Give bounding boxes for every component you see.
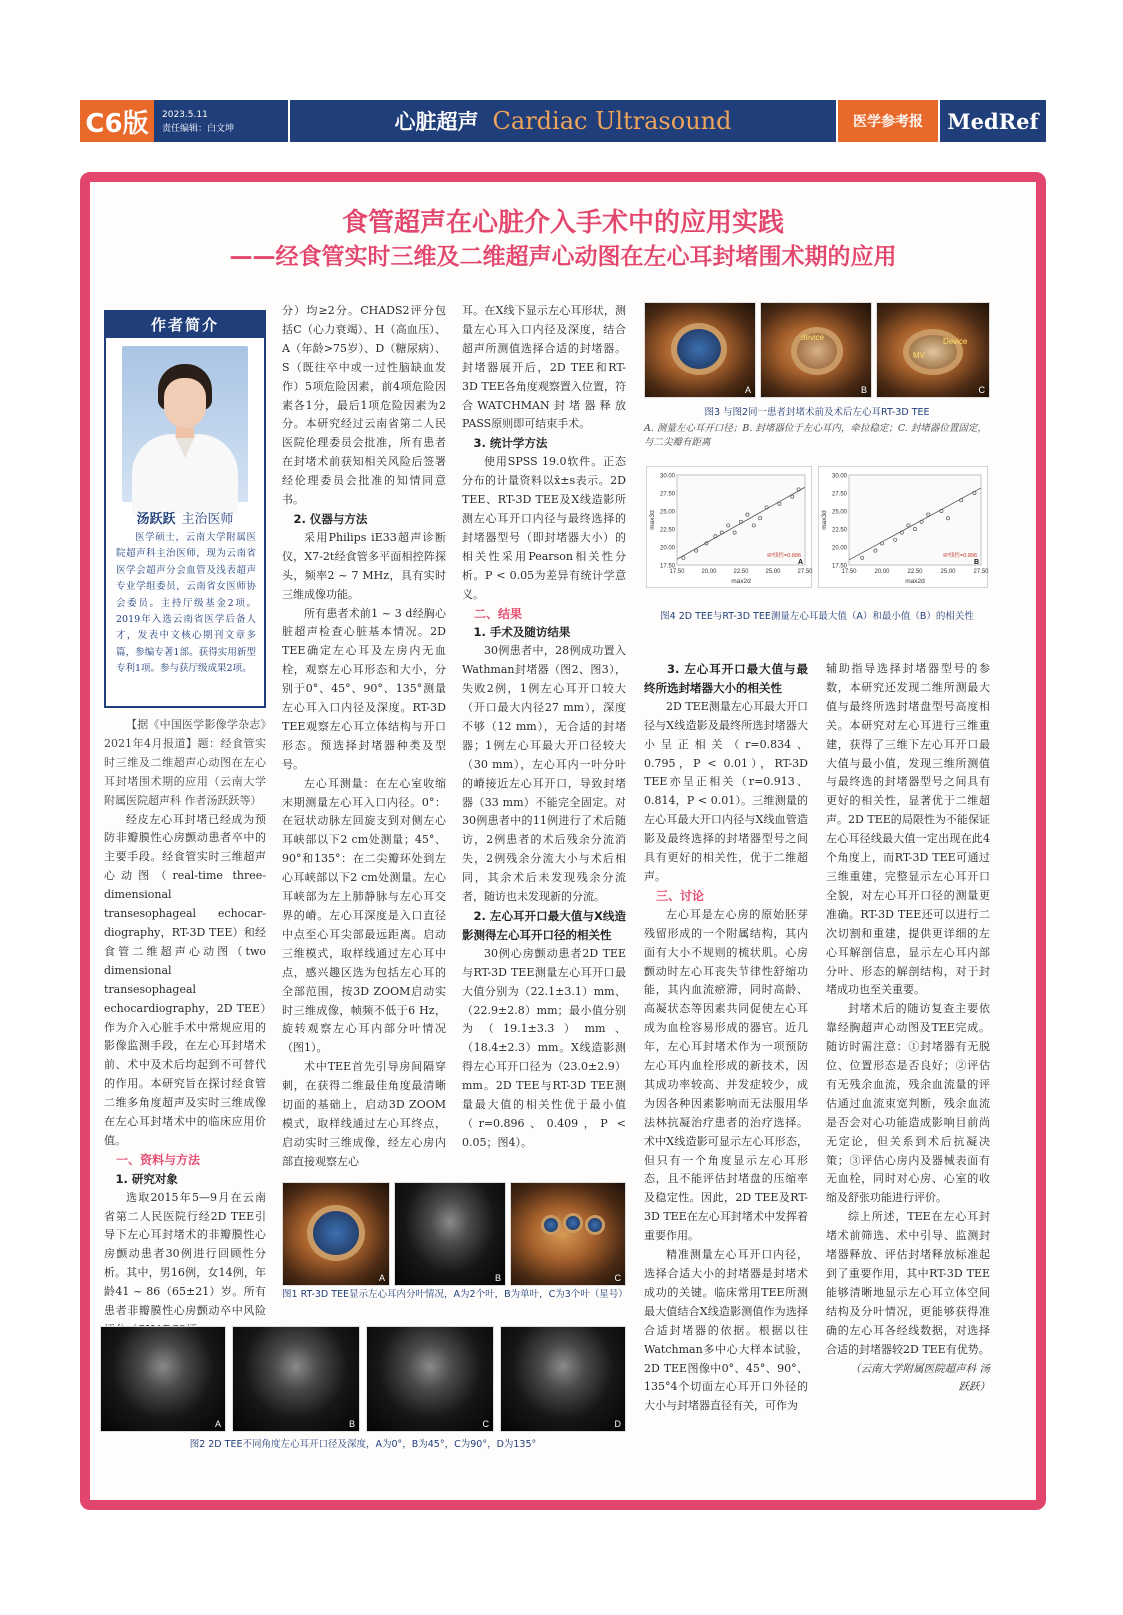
plot-area [849, 475, 981, 565]
y-axis-label: max3d [821, 510, 828, 530]
section-title-en: Cardiac Ultrasound [492, 107, 732, 135]
figure3-mv-annotation: MV [913, 351, 925, 360]
figure3-panel-a: A [644, 302, 756, 398]
column-5 [826, 660, 990, 1397]
column-2 [282, 302, 446, 1172]
y-axis-label: max3d [649, 510, 656, 530]
figure3-device-annotation: Device [943, 337, 968, 346]
x-axis-label: max2d [731, 578, 751, 585]
paragraph: 经皮左心耳封堵已经成为预防非瓣膜性心房颤动患者卒中的主要手段。经食管实时三维超声心动图（real-time three-dimensional transesophageal echocar- diography，RT-3D TEE）和经食管二维超声心动图（two dimensional transesophageal echocardiography，2D TEE）作为介入心脏手术中常规应用的影像监测手段，在左心耳封堵术前、术中及术后均起到不可替代的作用。本研究旨在探讨经食管二维多角度超声及实时三维成像在左心耳封堵术中的临床应用价值。 [104, 812, 266, 1147]
paragraph: 2D TEE测量左心耳最大开口径与X线造影及最终所选封堵器大小呈正相关（r=0.834、0.795，P < 0.01），RT-3D TEE亦呈正相关（r=0.913、0.814，P < 0.01）。三维测量的左心耳最大开口内径与X线血管造影及最终选择的封堵器型号之间具有更好的相关性，优于二维超声。 [644, 699, 808, 883]
section-heading: 一、资料与方法 [116, 1152, 201, 1167]
subsection-heading: 1. 研究对象 [115, 1171, 178, 1186]
y-tick-label: 20.00 [831, 545, 847, 552]
x-axis-label: max2d [905, 578, 925, 585]
author-box [104, 310, 266, 708]
figure3-panel-b: device B [760, 302, 872, 398]
paragraph: 30例患者中，28例成功置入Wathman封堵器（图2、图3），失败2例，1例左心耳开口较大（开口最大内径27 mm），深度不够（12 mm），无合适的封堵器；1例左心耳最大开口径较大（30 mm），左心耳内一叶分叶的嵴接近左心耳开口，导致封堵器（33 mm）不能完全固定。对30例患者中的11例进行了术后随访，2例患者的术后残余分流消失，2例残余分流大小与术后相同，其余术后未发现残余分流者，随访也未发现新的分流。 [462, 644, 626, 904]
masthead [80, 100, 1046, 142]
author-photo [122, 346, 248, 502]
issue-date: 2023.5.11 [162, 110, 208, 120]
x-tick-label: 22.50 [907, 569, 923, 575]
x-tick-label: 27.50 [797, 569, 813, 575]
report-lead: 【据《中国医学影像学杂志》2021年4月报道】题：经食管实时三维及二维超声心动图在左心耳封堵围术期的应用（云南大学附属医院超声科 作者汤跃跃等） [104, 718, 266, 807]
figure3-note: A. 测量左心耳开口径；B. 封堵器位于左心耳内，牵拉稳定；C. 封堵器位置固定，与二尖瓣有距离 [644, 423, 987, 448]
edition-label: C6版 [80, 100, 154, 142]
publication-name: 医学参考报 [836, 100, 938, 142]
figure4-chart-a [646, 466, 812, 588]
r-squared-label: R²线性=0.896 [943, 553, 977, 559]
subsection-heading: 3. 统计学方法 [473, 436, 548, 451]
figure2-panel-a: A [100, 1326, 226, 1432]
section-title [290, 100, 836, 142]
article-headline [100, 206, 1026, 274]
subsection-heading: 1. 手术及随访结果 [473, 625, 571, 640]
paragraph: 左心耳测量：在左心室收缩末期测量左心耳入口内径。0°：在冠状动脉左回旋支到对侧左心耳峡部以下2 cm处测量；45°、90°和135°：在二尖瓣环处到左心耳峡部以下2 cm处测量。左心耳峡部为左上肺静脉与左心耳交界的嵴。左心耳深度是入口直径中点至心耳尖部最远距离。启动三维模式，取样线通过左心耳中点，感兴趣区选为包括左心耳的全部范围，按3D ZOOM启动实时三维成像，帧频不低于6 Hz，旋转观察左心耳内部分叶情况（图1）。 [282, 776, 446, 1055]
y-tick-label: 27.50 [659, 491, 675, 498]
column-3 [462, 302, 626, 1153]
figure4-caption: 图4 2D TEE与RT-3D TEE测量左心耳最大值（A）和最小值（B）的相关性 [660, 611, 974, 622]
paragraph: 综上所述，TEE在左心耳封堵术前筛选、术中引导、监测封堵器释放、评估封堵释放标准起到了重要作用，其中RT-3D TEE能够清晰地显示左心耳立体空间结构及分叶情况，更能够获得准确的左心耳各经线数据，对选择合适的封堵器较2D TEE有优势。 [826, 1210, 990, 1356]
figure1-caption: 图1 RT-3D TEE显示左心耳内分叶情况，A为2个叶，B为单叶，C为3个叶（星号） [282, 1289, 628, 1300]
author-name-line [106, 508, 264, 527]
article-signature: （云南大学附属医院超声科 汤跃跃） [850, 1362, 990, 1394]
paragraph: 分）均≥2分。CHADS2评分包括C（心力衰竭）、H（高血压）、A（年龄>75岁）、D（糖尿病）、S（既往卒中或一过性脑缺血发作）5项危险因素，前4项危险因素各1分，最后1项危险因素为2分。本研究经过云南省第二人民医院伦理委员会批准，所有患者在封堵术前获知相关风险后签署经伦理委员会批准的知情同意书。 [282, 304, 446, 507]
panel-label: B [973, 559, 979, 566]
paragraph: 左心耳是左心房的原始胚芽残留形成的一个附属结构，其内面有大小不规则的梳状肌。心房颤动时左心耳丧失节律性舒缩功能，其内血流瘀滞，同时高龄、高凝状态等因素共同促使左心耳成为血栓容易形成的器官。近几年，左心耳封堵术作为一项预防左心耳内血栓形成的新技术，因其成功率较高、并发症较少，成为因各种因素影响而无法服用华法林抗凝治疗患者的治疗选择。术中X线造影可显示左心耳形态，但只有一个角度显示左心耳形态，且不能评估封堵盘的压缩率及稳定性。因此，2D TEE及RT-3D TEE在左心耳封堵术中发挥着重要作用。 [644, 907, 808, 1243]
figure3-device-annotation: device [801, 333, 825, 342]
y-tick-label: 20.00 [659, 545, 675, 552]
paragraph: 30例心房颤动患者2D TEE与RT-3D TEE测量左心耳开口最大值分别为（22.1±3.1）mm、（22.9±2.8）mm；最小值分别为（19.1±3.3）mm、（18.4±2.3）mm。X线造影测得左心耳开口径为（23.0±2.9）mm。2D TEE与RT-3D TEE测量最大值的相关性优于最小值（r=0.896、0.409，P < 0.05；图4）。 [462, 946, 626, 1149]
brand-logo: MedRef [938, 100, 1046, 142]
author-bio: 医学硕士，云南大学附属医院超声科主治医师，现为云南省医学会超声分会血管及浅表超声专业学组委员，云南省女医师协会委员。主持厅级基金2项。2019年入选云南省医学后备人才，发表中文核心期刊文章多篇，参编专著1部。获得实用新型专利1项。参与获厅级成果2项。 [116, 532, 256, 675]
scatter-plot-a [647, 467, 811, 587]
x-tick-label: 20.00 [874, 569, 890, 575]
paragraph: 封堵术后的随访复查主要依靠经胸超声心动图及TEE完成。随访时需注意：①封堵器有无脱位、位置形态是否良好；②评估有无残余血流，残余血流量的评估通过血流束宽判断，残余血流是否会对心功能造成影响目前尚无定论，但关系到术后抗凝决策；③评估心房内及器械表面有无血栓，同时对心房、心室的收缩及舒张功能进行评价。 [826, 1002, 990, 1205]
article-title: 食管超声在心脏介入手术中的应用实践 [341, 208, 784, 238]
paragraph: 术中TEE首先引导房间隔穿刺，在获得二维最佳角度最清晰切面的基础上，启动3D ZOOM模式，取样线通过左心耳终点，启动实时三维成像，经左心房内部直接观察左心 [282, 1060, 446, 1168]
figure1-panel-a: A [282, 1182, 390, 1286]
paragraph: 辅助指导选择封堵器型号的参数，本研究还发现二维所测最大值与最终所选封堵盘型号高度相关。本研究对左心耳进行三维重建，获得了三维下左心耳开口最大值与最小值，发现三维所测值与最终选的封堵器型号之间具有更好的相关性，显著优于二维超声。2D TEE的局限性为不能保证左心耳径线最大值一定出现在此4个角度上，而RT-3D TEE可通过三维重建，完整显示左心耳开口全貌，对左心耳开口径的测量更准确。RT-3D TEE还可以进行二次切割和重建，提供更详细的左心耳解剖信息，显示左心耳内部分叶、形态的解剖结构，对于封堵成功也至关重要。 [826, 662, 990, 997]
paragraph: 耳。在X线下显示左心耳形状，测量左心耳入口内径及深度，结合超声所测值选择合适的封堵器。封堵器展开后，2D TEE和RT-3D TEE各角度观察置入位置，符合WATCHMAN封堵器释放PASS原则即可结束手术。 [462, 304, 626, 431]
paragraph: 使用SPSS 19.0软件。正态分布的计量资料以x̄±s表示。2D TEE、RT-3D TEE及X线造影所测左心耳开口内径与最终选择的封堵器型号（即封堵器大小）的相关性采用Pearson相关性分析。P < 0.05为差异有统计学意义。 [462, 455, 626, 601]
section-heading: 二、结果 [474, 606, 523, 621]
y-tick-label: 17.50 [659, 563, 675, 570]
x-tick-label: 17.50 [669, 569, 685, 575]
subsection-heading: 2. 左心耳开口最大值与X线造影测得左心耳开口径的相关性 [462, 909, 626, 942]
figure1-panel-b: B [394, 1182, 506, 1286]
figure2-panel-b: B [232, 1326, 360, 1432]
paragraph: 精准测量左心耳开口内径，选择合适大小的封堵器是封堵术成功的关键。临床常用TEE所测最大值结合X线造影测值作为选择合适封堵器的依据。根据以往Watchman多中心大样本试验，2D TEE图像中0°、45°、90°、135°4个切面左心耳开口外径的大小与封堵器直径有关，可作为 [644, 1248, 808, 1413]
y-tick-label: 27.50 [831, 491, 847, 498]
paragraph: 采用Philips iE33超声诊断仪，X7-2t经食管多平面相控阵探头，频率2 ~ 7 MHz，具有实时三维成像功能。 [282, 530, 446, 601]
y-tick-label: 30.00 [659, 473, 675, 480]
author-role: 主治医师 [181, 512, 234, 527]
x-tick-label: 25.00 [940, 569, 956, 575]
subsection-heading: 3. 左心耳开口最大值与最终所选封堵器大小的相关性 [644, 662, 808, 695]
column-1 [104, 716, 266, 1340]
figure3-caption: 图3 与图2同一患者封堵术前及术后左心耳RT-3D TEE [704, 407, 930, 418]
issue-meta [154, 100, 290, 142]
x-tick-label: 22.50 [733, 569, 749, 575]
figure3-panel-c: MV Device C [876, 302, 990, 398]
x-tick-label: 20.00 [701, 569, 717, 575]
figure2-caption: 图2 2D TEE不同角度左心耳开口径及深度，A为0°，B为45°，C为90°，D为135° [189, 1439, 537, 1450]
paragraph: 选取2015年5—9月在云南省第二人民医院行经2D TEE引导下左心耳封堵术的非瓣膜性心房颤动患者30例进行回顾性分析。其中，男16例，女14例，年龄41 ~ 86（65±21）岁。所有患者非瓣膜性心房颤动卒中风险 [104, 1190, 266, 1318]
y-tick-label: 30.00 [831, 473, 847, 480]
figure2-panel-d: D [500, 1326, 626, 1432]
x-tick-label: 17.50 [841, 569, 857, 575]
column-4 [644, 660, 808, 1416]
subsection-heading: 2. 仪器与方法 [293, 511, 368, 526]
issue-editor: 责任编辑：白文坤 [162, 124, 235, 134]
y-tick-label: 25.00 [831, 509, 847, 516]
panel-label: A [797, 559, 803, 566]
y-tick-label: 17.50 [831, 563, 847, 570]
figure2-panel-c: C [366, 1326, 494, 1432]
x-tick-label: 27.50 [973, 569, 989, 575]
y-tick-label: 25.00 [659, 509, 675, 516]
y-tick-label: 22.50 [659, 527, 675, 534]
y-tick-label: 22.50 [831, 527, 847, 534]
figure1-panel-c: C [510, 1182, 626, 1286]
author-name: 汤跃跃 [136, 512, 176, 527]
r-squared-label: R²线性=0.896 [767, 553, 801, 559]
author-box-title: 作者简介 [106, 312, 264, 338]
x-tick-label: 25.00 [765, 569, 781, 575]
section-heading: 三、讨论 [656, 888, 705, 903]
article-subtitle: ——经食管实时三维及二维超声心动图在左心耳封堵围术期的应用 [229, 244, 897, 270]
figure4-chart-b [818, 466, 988, 588]
paragraph: 所有患者术前1 ~ 3 d经胸心脏超声检查心脏基本情况。2D TEE确定左心耳及左房内无血栓，观察左心耳形态和大小，分别于0°、45°、90°、135°测量左心耳入口内径及深度。RT-3D TEE观察左心耳立体结构与开口形态。预选择封堵器种类及型号。 [282, 606, 446, 771]
section-title-cn: 心脏超声 [394, 110, 479, 134]
scatter-plot-b [819, 467, 987, 587]
